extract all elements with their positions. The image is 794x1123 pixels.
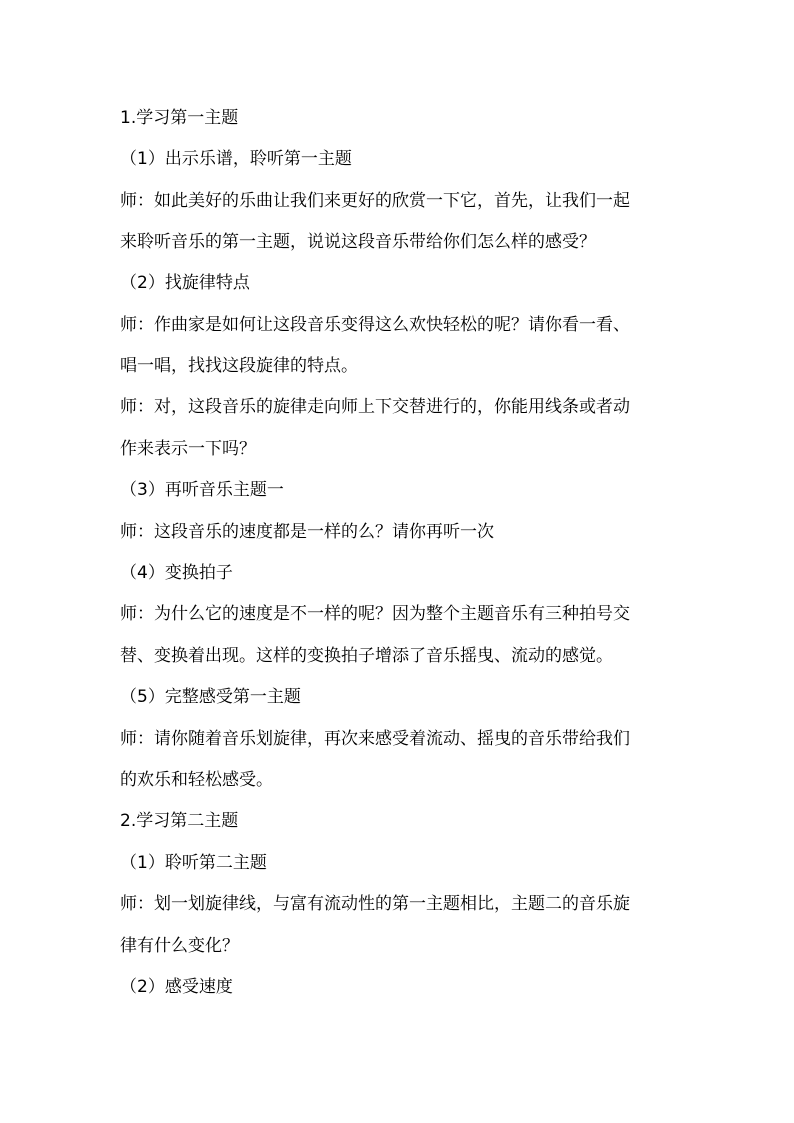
subheading-2-1: （1）聆听第二主题	[120, 853, 267, 873]
subheading-1-5: （5）完整感受第一主题	[120, 687, 301, 707]
paragraph-line: 师：如此美好的乐曲让我们来更好的欣赏一下它，首先，让我们一起	[120, 191, 630, 211]
section-heading-1: 1.学习第一主题	[120, 108, 239, 128]
paragraph-line: 师：划一划旋律线，与富有流动性的第一主题相比，主题二的音乐旋	[120, 894, 630, 914]
paragraph-line: 唱一唱，找找这段旋律的特点。	[120, 356, 358, 376]
subheading-1-2: （2）找旋律特点	[120, 273, 250, 293]
section-heading-2: 2.学习第二主题	[120, 811, 239, 831]
paragraph-line: 师：这段音乐的速度都是一样的么？请你再听一次	[120, 522, 494, 542]
subheading-1-4: （4）变换拍子	[120, 563, 233, 583]
paragraph-line: 替、变换着出现。这样的变换拍子增添了音乐摇曳、流动的感觉。	[120, 646, 613, 666]
paragraph-line: 师：请你随着音乐划旋律，再次来感受着流动、摇曳的音乐带给我们	[120, 729, 630, 749]
paragraph-line: 作来表示一下吗？	[120, 439, 256, 459]
paragraph-line: 师：作曲家是如何让这段音乐变得这么欢快轻松的呢？请你看一看、	[120, 315, 630, 335]
subheading-1-3: （3）再听音乐主题一	[120, 480, 284, 500]
paragraph-line: 师：对，这段音乐的旋律走向师上下交替进行的，你能用线条或者动	[120, 397, 630, 417]
subheading-1-1: （1）出示乐谱，聆听第一主题	[120, 149, 352, 169]
paragraph-line: 来聆听音乐的第一主题，说说这段音乐带给你们怎么样的感受？	[120, 232, 596, 252]
subheading-2-2: （2）感受速度	[120, 977, 233, 997]
paragraph-line: 的欢乐和轻松感受。	[120, 770, 273, 790]
paragraph-line: 律有什么变化？	[120, 936, 239, 956]
paragraph-line: 师：为什么它的速度是不一样的呢？因为整个主题音乐有三种拍号交	[120, 604, 630, 624]
